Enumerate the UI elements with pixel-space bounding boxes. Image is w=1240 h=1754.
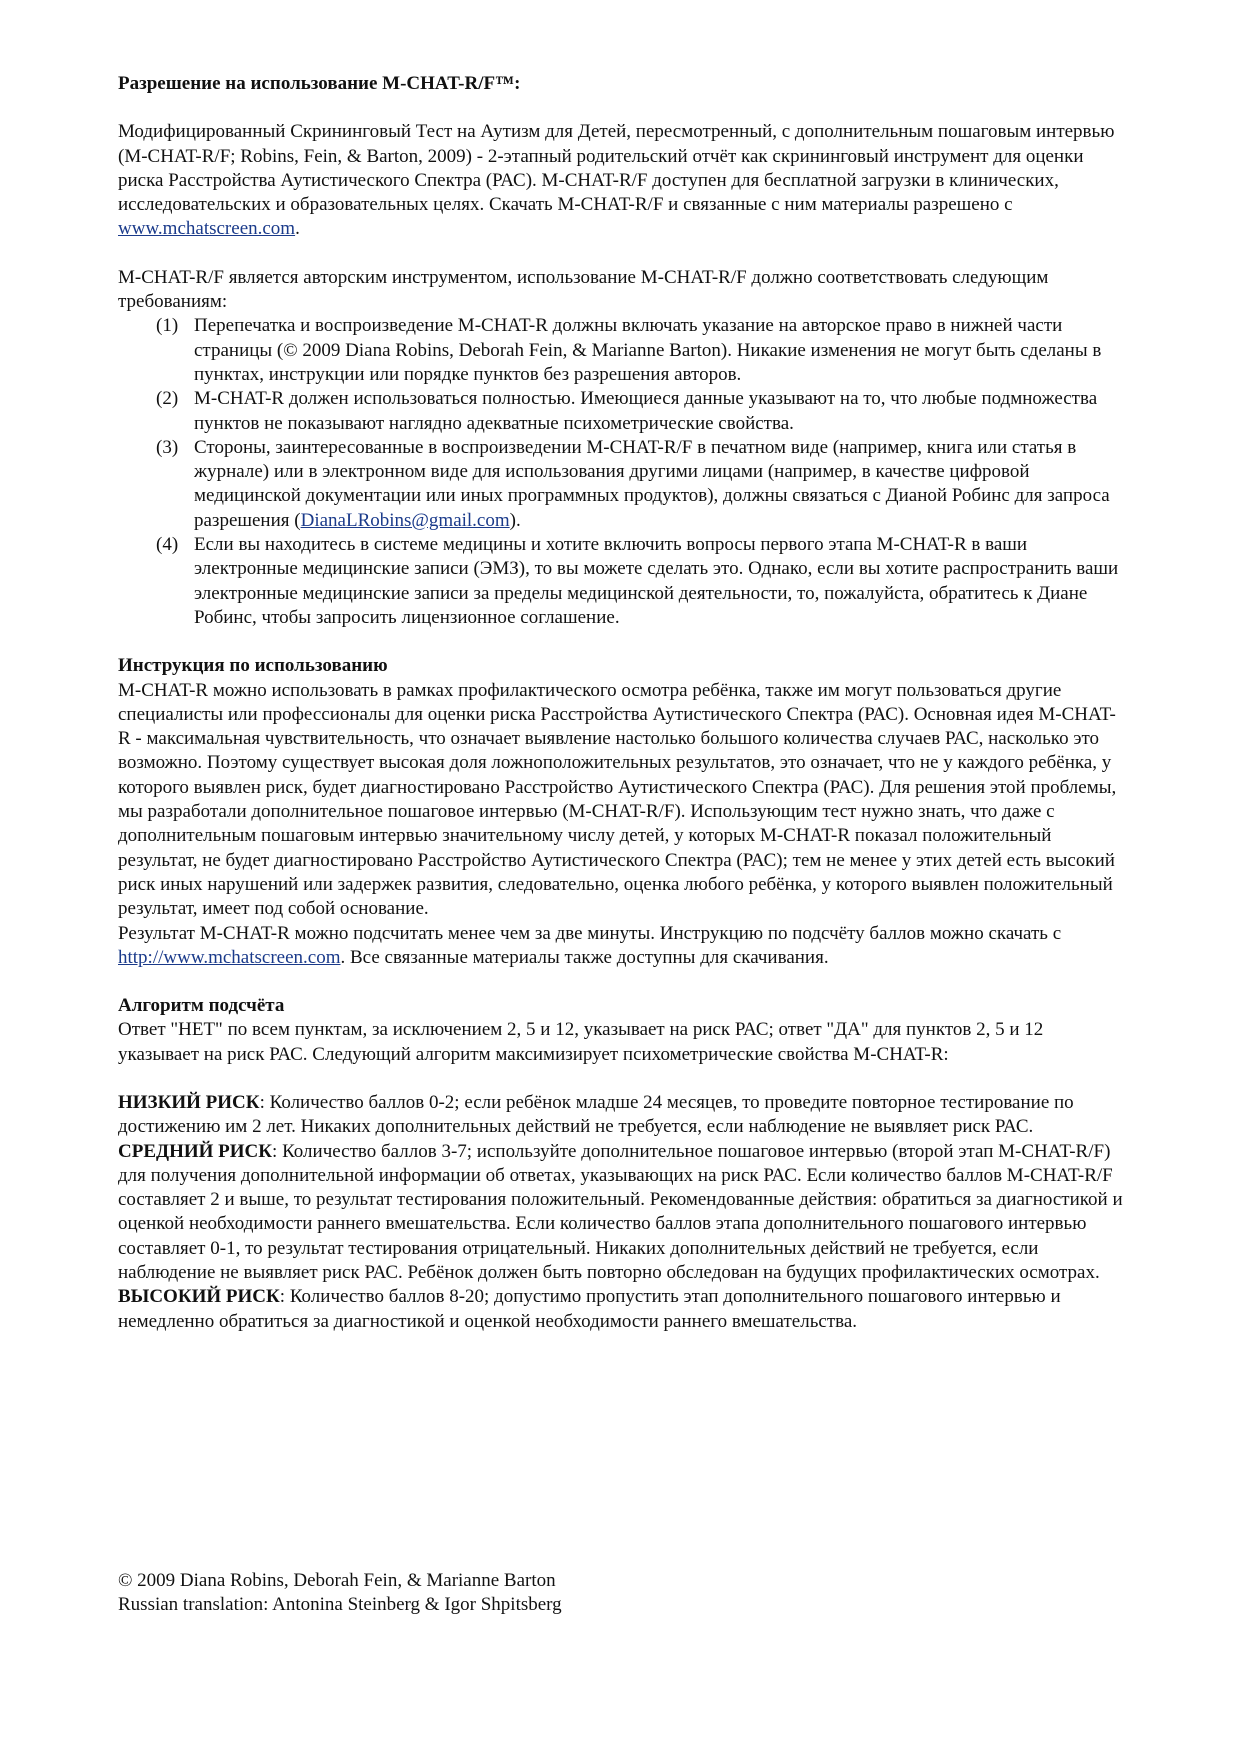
- page-footer: [118, 1569, 1018, 1617]
- requirements-list: [118, 314, 1128, 630]
- mchatscreen-url-link[interactable]: http://www.mchatscreen.com: [118, 946, 341, 968]
- low-risk-paragraph: [118, 1091, 1128, 1140]
- requirement-number: (4): [156, 534, 179, 556]
- requirement-item: [118, 387, 1128, 436]
- requirement-item: [118, 314, 1128, 387]
- algorithm-body: Ответ "НЕТ" по всем пунктам, за исключением 2, 5 и 12, указывает на риск РАС; ответ "ДА" для пунктов 2, 5 и 12 указывает на риск РАС. Следующий алгоритм максимизирует психометрические свойства M-CHAT-R:: [118, 1019, 1044, 1065]
- instructions-body: M-CHAT-R можно использовать в рамках профилактического осмотра ребёнка, также им могут пользоваться другие специалисты или профессионалы для оценки риска Расстройства Аутистического Спектра (РАС). Основная идея M-CHAT-R - максимальная чувствительность, что означает выявление настолько большого количества случаев РАС, насколько это возможно. Поэтому существует высокая доля ложноположительных результатов, это означает, что не у каждого ребёнка, у которого выявлен риск, будет диагностировано Расстройство Аутистического Спектра (РАС). Для решения этой проблемы, мы разработали дополнительное пошаговое интервью (M-CHAT-R/F). Использующим тест нужно знать, что даже с дополнительным пошаговым интервью значительному числу детей, у которых M-CHAT-R показал положительный результат, не будет диагностировано Расстройство Аутистического Спектра (РАС); тем не менее у этих детей есть высокий риск иных нарушений или задержек развития, следовательно, оценка любого ребёнка, у которого выявлен положительный результат, имеет под собой основание.: [118, 679, 1117, 920]
- permission-intro: [118, 120, 1128, 241]
- requirement-item: [118, 436, 1128, 533]
- instructions-scoring: [118, 922, 1128, 971]
- low-risk-text: : Количество баллов 0-2; если ребёнок младше 24 месяцев, то проведите повторное тестирование по достижению им 2 лет. Никаких дополнительных действий не требуется, если наблюдение не выявляет риск РАС.: [118, 1091, 1074, 1138]
- instructions-heading: Инструкция по использованию: [118, 655, 388, 677]
- medium-risk-label: СРЕДНИЙ РИСК: [118, 1140, 273, 1162]
- high-risk-paragraph: [118, 1285, 1128, 1334]
- requirement-item: [118, 533, 1128, 630]
- high-risk-text: : Количество баллов 8-20; допустимо пропустить этап дополнительного пошагового интервью и немедленно обратиться за диагностикой и оценкой необходимости раннего вмешательства.: [118, 1286, 1061, 1332]
- algorithm-heading: Алгоритм подсчёта: [118, 995, 285, 1017]
- medium-risk-text: : Количество баллов 3-7; используйте дополнительное пошаговое интервью (второй этап M-CHAT-R/F) для получения дополнительной информации об ответах, указывающих на риск РАС. Если количество баллов M-CHAT-R/F составляет 2 и выше, то результат тестирования положительный. Рекомендованные действия: обратиться за диагностикой и оценкой необходимости раннего вмешательства. Если количество баллов этапа дополнительного пошагового интервью составляет 0-1, то результат тестирования отрицательный. Никаких дополнительных действий не требуется, если наблюдение не выявляет риск РАС. Ребёнок должен быть повторно обследован на будущих профилактических осмотрах.: [118, 1140, 1123, 1284]
- scoring-text: Результат M-CHAT-R можно подсчитать менее чем за две минуты. Инструкцию по подсчёту баллов можно скачать с: [118, 922, 1062, 944]
- scoring-text-end: . Все связанные материалы также доступны для скачивания.: [340, 946, 829, 968]
- email-link[interactable]: DianaLRobins@gmail.com: [300, 509, 510, 531]
- footer-copyright: © 2009 Diana Robins, Deborah Fein, & Marianne Barton: [118, 1570, 556, 1591]
- mchatscreen-link[interactable]: www.mchatscreen.com: [118, 218, 296, 240]
- medium-risk-paragraph: [118, 1140, 1128, 1286]
- low-risk-label: НИЗКИЙ РИСК: [118, 1091, 260, 1113]
- permission-intro-text: Модифицированный Скрининговый Тест на Аутизм для Детей, пересмотренный, с дополнительным пошаговым интервью (M-CHAT-R/F; Robins, Fein, & Barton, 2009) - 2-этапный родительский отчёт как скрининговый инструмент для оценки риска Расстройства Аутистического Спектра (РАС). M-CHAT-R/F доступен для бесплатной загрузки в клинических, исследовательских и образовательных целях. Скачать M-CHAT-R/F и связанные с ним материалы разрешено с: [118, 121, 1115, 216]
- requirement-text: M-CHAT-R должен использоваться полностью. Имеющиеся данные указывают на то, что любые подмножества пунктов не показывают наглядно адекватные психометрические свойства.: [194, 388, 1098, 434]
- requirement-text-end: ).: [509, 509, 521, 531]
- requirement-text: Перепечатка и воспроизведение M-CHAT-R должны включать указание на авторское право в нижней части страницы (© 2009 Diana Robins, Deborah Fein, & Marianne Barton). Никакие изменения не могут быть сделаны в пунктах, инструкции или порядке пунктов без разрешения авторов.: [194, 315, 1102, 385]
- requirements-intro: M-CHAT-R/F является авторским инструментом, использование M-CHAT-R/F должно соответствовать следующим требованиям:: [118, 266, 1049, 313]
- requirement-text: Стороны, заинтересованные в воспроизведении M-CHAT-R/F в печатном виде (например, книга или статья в журнале) или в электронном виде для использования другими лицами (например, в качестве цифровой медицинской документации или иных программных продуктов), должны связаться с Дианой Робинс для запроса разрешения (: [194, 436, 1110, 531]
- document-page: [118, 72, 1128, 1334]
- high-risk-label: ВЫСОКИЙ РИСК: [118, 1286, 280, 1308]
- requirement-number: (1): [156, 315, 179, 337]
- requirement-text: Если вы находитесь в системе медицины и хотите включить вопросы первого этапа M-CHAT-R в ваши электронные медицинские записи (ЭМЗ), то вы можете сделать это. Однако, если вы хотите распространить ваши электронные медицинские записи за пределы медицинской деятельности, то, пожалуйста, обратитесь к Диане Робинс, чтобы запросить лицензионное соглашение.: [194, 534, 1119, 628]
- permission-heading: Разрешение на использование M-CHAT-R/F™:: [118, 73, 521, 94]
- requirement-number: (2): [156, 388, 179, 410]
- requirement-number: (3): [156, 436, 179, 458]
- permission-intro-end: .: [295, 218, 300, 240]
- footer-translation: Russian translation: Antonina Steinberg & Igor Shpitsberg: [118, 1594, 562, 1615]
